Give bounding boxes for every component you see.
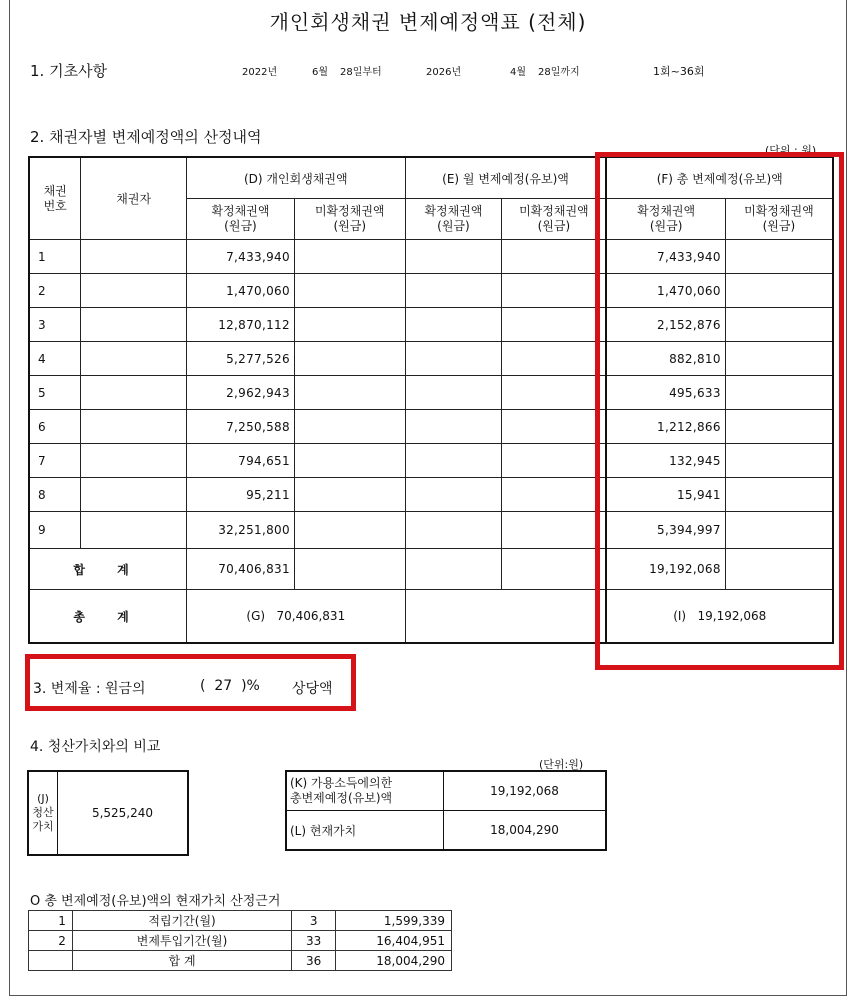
row-d-confirmed: 32,251,800 (187, 512, 295, 549)
document-page (9, 0, 847, 996)
row-d-confirmed: 2,962,943 (187, 376, 295, 410)
section3-suffix: 상당액 (292, 681, 333, 697)
row-months: 33 (292, 931, 336, 951)
row-no: 5 (29, 376, 81, 410)
row-name: 합 계 (72, 951, 291, 971)
row-d-unconfirmed (294, 308, 405, 342)
j-value: 5,525,240 (58, 771, 189, 855)
highlight-box-f (595, 152, 844, 670)
section3-rate: ( 27 )% (200, 678, 260, 694)
row-e-confirmed (405, 478, 502, 512)
row-f-confirmed: 15,941 (606, 478, 725, 512)
row-creditor (81, 376, 187, 410)
row-name: 적립기간(월) (72, 911, 291, 931)
row-e-unconfirmed (502, 240, 607, 274)
row-d-unconfirmed (294, 478, 405, 512)
row-d-confirmed: 95,211 (187, 478, 295, 512)
row-name: 변제투입기간(월) (72, 931, 291, 951)
row-f-confirmed: 7,433,940 (606, 240, 725, 274)
row-f-confirmed: 5,394,997 (606, 512, 725, 549)
row-no: 2 (29, 274, 81, 308)
header-d-unconfirmed: 미확정채권액 (원금) (294, 199, 405, 240)
installments: 1회~36회 (653, 65, 705, 78)
section2-unit: (단위 : 원) (765, 144, 817, 157)
row-d-unconfirmed (294, 444, 405, 478)
comparison-table (285, 770, 607, 851)
header-f-confirmed: 확정채권액 (원금) (606, 199, 725, 240)
row-no: 9 (29, 512, 81, 549)
section4-label: 4. 청산가치와의 비교 (30, 739, 161, 755)
section1-label: 1. 기초사항 (30, 62, 108, 80)
row-d-confirmed: 794,651 (187, 444, 295, 478)
header-creditor: 채권자 (81, 157, 187, 240)
section4-unit: (단위:원) (539, 758, 584, 771)
j-label: (J) 청산 가치 (28, 771, 58, 855)
row-value: 18,004,290 (336, 951, 452, 971)
row-creditor (81, 478, 187, 512)
header-d-confirmed: 확정채권액 (원금) (187, 199, 295, 240)
header-d: (D) 개인회생채권액 (187, 157, 406, 199)
row-d-unconfirmed (294, 512, 405, 549)
section5-label: O 총 변제예정(유보)액의 현재가치 산정근거 (30, 894, 281, 909)
row-creditor (81, 512, 187, 549)
section2-label: 2. 채권자별 변제예정액의 산정내역 (30, 128, 262, 146)
start-year: 2022년 (242, 67, 278, 78)
header-f-unconfirmed: 미확정채권액 (원금) (725, 199, 833, 240)
subtotal-f: 19,192,068 (606, 549, 725, 590)
k-value: 19,192,068 (444, 771, 607, 811)
total-label: 총 계 (29, 590, 187, 644)
end-year: 2026년 (426, 67, 462, 78)
start-day: 28일부터 (340, 67, 382, 78)
row-creditor (81, 274, 187, 308)
row-no: 3 (29, 308, 81, 342)
row-no: 7 (29, 444, 81, 478)
row-d-confirmed: 7,433,940 (187, 240, 295, 274)
header-e-confirmed: 확정채권액 (원금) (405, 199, 502, 240)
row-d-confirmed: 1,470,060 (187, 274, 295, 308)
l-label: (L) 현재가치 (286, 811, 444, 851)
row-d-confirmed: 12,870,112 (187, 308, 295, 342)
table-row (29, 931, 452, 951)
l-value: 18,004,290 (444, 811, 607, 851)
row-creditor (81, 342, 187, 376)
end-month: 4월 (510, 67, 527, 78)
present-value-table (28, 910, 452, 971)
header-f: (F) 총 변제예정(유보)액 (606, 157, 833, 199)
row-d-unconfirmed (294, 376, 405, 410)
end-day: 28일까지 (538, 67, 580, 78)
section3-label: 3. 변제율 : 원금의 (33, 681, 146, 697)
row-f-confirmed: 495,633 (606, 376, 725, 410)
total-g: (G) 70,406,831 (187, 590, 406, 644)
table-row (29, 911, 452, 931)
row-e-unconfirmed (502, 478, 607, 512)
subtotal-label: 합 계 (29, 549, 187, 590)
subtotal-d: 70,406,831 (187, 549, 295, 590)
row-f-confirmed: 1,212,866 (606, 410, 725, 444)
row-e-confirmed (405, 376, 502, 410)
row-e-unconfirmed (502, 308, 607, 342)
row-no: 8 (29, 478, 81, 512)
row-f-confirmed: 1,470,060 (606, 274, 725, 308)
row-e-unconfirmed (502, 512, 607, 549)
row-e-confirmed (405, 444, 502, 478)
row-months: 36 (292, 951, 336, 971)
row-e-confirmed (405, 410, 502, 444)
row-f-confirmed: 882,810 (606, 342, 725, 376)
row-e-confirmed (405, 308, 502, 342)
row-no: 1 (29, 240, 81, 274)
row-no: 1 (29, 911, 73, 931)
row-d-confirmed: 5,277,526 (187, 342, 295, 376)
row-e-confirmed (405, 512, 502, 549)
header-no: 채권 번호 (29, 157, 81, 240)
header-e: (E) 월 변제예정(유보)액 (405, 157, 606, 199)
row-no: 6 (29, 410, 81, 444)
row-e-confirmed (405, 240, 502, 274)
page-title: 개인회생채권 변제예정액표 (전체) (269, 10, 587, 34)
row-no: 4 (29, 342, 81, 376)
row-months: 3 (292, 911, 336, 931)
row-creditor (81, 410, 187, 444)
row-d-unconfirmed (294, 240, 405, 274)
row-creditor (81, 308, 187, 342)
row-d-unconfirmed (294, 342, 405, 376)
row-e-unconfirmed (502, 274, 607, 308)
row-e-unconfirmed (502, 410, 607, 444)
row-value: 16,404,951 (336, 931, 452, 951)
row-e-unconfirmed (502, 342, 607, 376)
row-e-confirmed (405, 274, 502, 308)
row-d-confirmed: 7,250,588 (187, 410, 295, 444)
row-e-unconfirmed (502, 376, 607, 410)
liquidation-value-table (27, 770, 189, 856)
total-i: (I) 19,192,068 (606, 590, 833, 644)
k-label: (K) 가용소득에의한 총변제예정(유보)액 (286, 771, 444, 811)
row-e-confirmed (405, 342, 502, 376)
row-f-confirmed: 2,152,876 (606, 308, 725, 342)
table-row (29, 951, 452, 971)
row-creditor (81, 240, 187, 274)
row-no: 2 (29, 931, 73, 951)
row-creditor (81, 444, 187, 478)
row-no (29, 951, 73, 971)
row-value: 1,599,339 (336, 911, 452, 931)
row-e-unconfirmed (502, 444, 607, 478)
row-f-confirmed: 132,945 (606, 444, 725, 478)
start-month: 6월 (312, 67, 329, 78)
row-d-unconfirmed (294, 410, 405, 444)
header-e-unconfirmed: 미확정채권액 (원금) (502, 199, 607, 240)
row-d-unconfirmed (294, 274, 405, 308)
